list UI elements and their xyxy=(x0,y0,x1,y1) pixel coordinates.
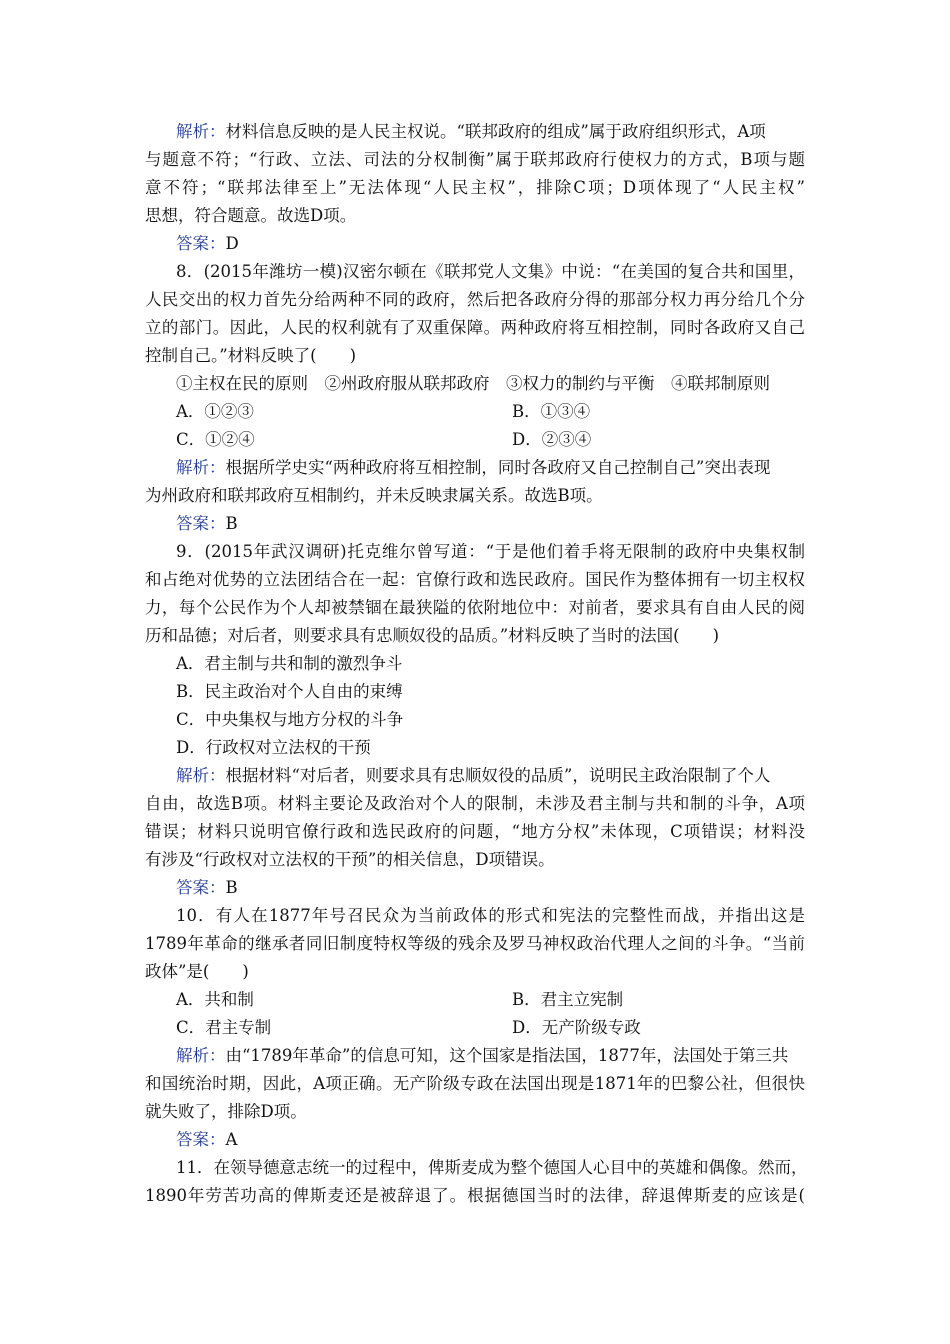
option-a: A．共和制 xyxy=(176,990,254,1009)
option-c: C．中央集权与地方分权的斗争 xyxy=(176,710,404,729)
analysis-label: 解析： xyxy=(176,122,226,141)
answer-value: A xyxy=(225,1130,238,1149)
answer-value: D xyxy=(225,234,239,253)
option-b: B．君主立宪制 xyxy=(512,990,624,1009)
answer-label: 答案： xyxy=(176,878,226,897)
analysis-line: 思想，符合题意。故选D项。 xyxy=(145,206,357,225)
analysis-line: 与题意不符；“行政、立法、司法的分权制衡”属于联邦政府行使权力的方式，B项与题 xyxy=(145,150,805,169)
question-stem-line: 1789年革命的继承者同旧制度特权等级的残余及罗马神权政治代理人之间的斗争。“当前 xyxy=(145,934,805,953)
question-stem-line: 9．(2015年武汉调研)托克维尔曾写道：“于是他们着手将无限制的政府中央集权制 xyxy=(176,542,805,561)
answer-line xyxy=(176,230,836,258)
analysis-label: 解析： xyxy=(176,766,226,785)
analysis-line: 为州政府和联邦政府互相制约，并未反映隶属关系。故选B项。 xyxy=(145,486,603,505)
question-stem-line: 11．在领导德意志统一的过程中，俾斯麦成为整个德国人心目中的英雄和偶像。然而， xyxy=(176,1158,808,1177)
option-b: B．①③④ xyxy=(512,402,591,421)
analysis-line: 意不符；“联邦法律至上”无法体现“人民主权”，排除C项；D项体现了“人民主权” xyxy=(145,178,805,197)
option-a: A．①②③ xyxy=(176,402,254,421)
question-stem-line: 历和品德；对后者，则要求具有忠顺奴役的品质。”材料反映了当时的法国( ) xyxy=(145,626,720,645)
question-stem-line: 政体”是( ) xyxy=(145,962,249,981)
analysis-line: 和国统治时期，因此，A项正确。无产阶级专政在法国出现是1871年的巴黎公社，但很快 xyxy=(145,1074,805,1093)
option-row xyxy=(176,398,836,426)
answer-label: 答案： xyxy=(176,234,226,253)
option-row xyxy=(176,986,836,1014)
analysis-label: 解析： xyxy=(176,458,226,477)
option-d: D．②③④ xyxy=(512,430,592,449)
option-c: C．君主专制 xyxy=(176,1018,272,1037)
question-stem-line: 力，每个公民作为个人却被禁锢在最狭隘的依附地位中：对前者，要求具有自由人民的阅 xyxy=(145,598,805,617)
option-d: D．无产阶级专政 xyxy=(512,1018,641,1037)
answer-label: 答案： xyxy=(176,1130,226,1149)
question-stem-line: 人民交出的权力首先分给两种不同的政府，然后把各政府分得的那部分权力再分给几个分 xyxy=(145,290,805,309)
analysis-line: 解析：材料信息反映的是人民主权说。“联邦政府的组成”属于政府组织形式，A项 xyxy=(176,122,766,141)
question-stem-line: 立的部门。因此，人民的权利就有了双重保障。两种政府将互相控制，同时各政府又自己 xyxy=(145,318,805,337)
answer-line xyxy=(176,1126,836,1154)
question-stem-line: 8．(2015年潍坊一模)汉密尔顿在《联邦党人文集》中说：“在美国的复合共和国里， xyxy=(176,262,805,281)
option-row xyxy=(176,426,836,454)
analysis-line: 就失败了，排除D项。 xyxy=(145,1102,307,1121)
analysis-line: 解析：根据材料“对后者，则要求具有忠顺奴役的品质”，说明民主政治限制了个人 xyxy=(176,766,771,785)
option-a: A．君主制与共和制的激烈争斗 xyxy=(176,654,403,673)
question-stem-line: 和占绝对优势的立法团结合在一起：官僚行政和选民政府。国民作为整体拥有一切主权权 xyxy=(145,570,805,589)
answer-value: B xyxy=(225,878,238,897)
option-c: C．①②④ xyxy=(176,430,255,449)
analysis-line: 解析：由“1789年革命”的信息可知，这个国家是指法国，1877年，法国处于第三共 xyxy=(176,1046,789,1065)
answer-line xyxy=(176,510,836,538)
option-row xyxy=(176,1014,836,1042)
answer-value: B xyxy=(225,514,238,533)
question-stem-line: 1890年劳苦功高的俾斯麦还是被辞退了。根据德国当时的法律，辞退俾斯麦的应该是( xyxy=(145,1186,805,1205)
question-stem-line: 控制自己。”材料反映了( ) xyxy=(145,346,357,365)
analysis-line: 有涉及“行政权对立法权的干预”的相关信息，D项错误。 xyxy=(145,850,555,869)
answer-label: 答案： xyxy=(176,514,226,533)
analysis-label: 解析： xyxy=(176,1046,226,1065)
option-d: D．行政权对立法权的干预 xyxy=(176,738,371,757)
answer-line xyxy=(176,874,836,902)
analysis-line: 自由，故选B项。材料主要论及政治对个人的限制，未涉及君主制与共和制的斗争，A项 xyxy=(145,794,805,813)
analysis-line: 错误；材料只说明官僚行政和选民政府的问题，“地方分权”未体现，C项错误；材料没 xyxy=(145,822,805,841)
analysis-line: 解析：根据所学史实“两种政府将互相控制，同时各政府又自己控制自己”突出表现 xyxy=(176,458,771,477)
question-stem-line: 10．有人在1877年号召民众为当前政体的形式和宪法的完整性而战，并指出这是 xyxy=(176,906,805,925)
statement-list: ①主权在民的原则 ②州政府服从联邦政府 ③权力的制约与平衡 ④联邦制原则 xyxy=(176,374,770,393)
option-b: B．民主政治对个人自由的束缚 xyxy=(176,682,403,701)
